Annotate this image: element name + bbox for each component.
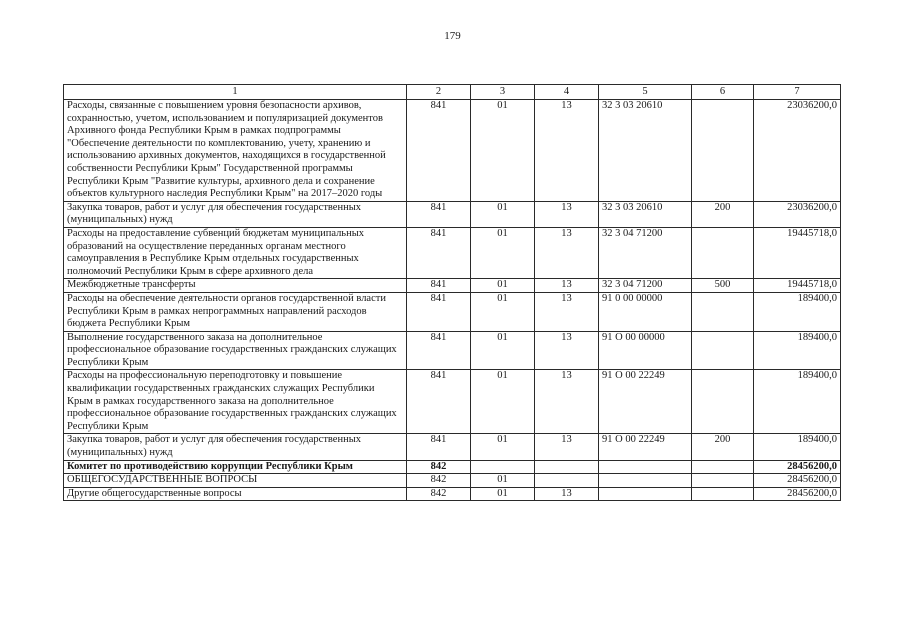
table-row (64, 434, 841, 460)
amount: 28456200,0 (754, 460, 841, 474)
section-code: 01 (471, 331, 535, 370)
target-article-code: 91 О 00 22249 (599, 434, 692, 460)
section-code: 01 (471, 227, 535, 278)
column-header: 7 (754, 85, 841, 100)
target-article-code (599, 460, 692, 474)
target-article-code: 91 О 00 22249 (599, 370, 692, 434)
row-description: Расходы на обеспечение деятельности органов государственной власти Республики Крым в рамках непрограммных направлений расходов бюджета Республики Крым (64, 292, 407, 331)
amount: 189400,0 (754, 434, 841, 460)
amount: 189400,0 (754, 331, 841, 370)
section-code: 01 (471, 279, 535, 293)
expense-type-code: 200 (692, 201, 754, 227)
target-article-code: 32 3 03 20610 (599, 201, 692, 227)
expense-type-code (692, 331, 754, 370)
expense-type-code: 500 (692, 279, 754, 293)
table-row (64, 201, 841, 227)
table-row (64, 474, 841, 488)
column-header: 4 (535, 85, 599, 100)
header-row (64, 85, 841, 100)
amount: 28456200,0 (754, 474, 841, 488)
subsection-code: 13 (535, 100, 599, 202)
subsection-code: 13 (535, 331, 599, 370)
page-number: 179 (444, 30, 461, 42)
amount: 189400,0 (754, 292, 841, 331)
table-row (64, 460, 841, 474)
target-article-code: 91 О 00 00000 (599, 331, 692, 370)
column-header: 5 (599, 85, 692, 100)
table-row (64, 279, 841, 293)
admin-code: 842 (407, 487, 471, 501)
expense-type-code (692, 100, 754, 202)
subsection-code: 13 (535, 227, 599, 278)
section-code: 01 (471, 487, 535, 501)
row-description: Расходы, связанные с повышением уровня безопасности архивов, сохранностью, учетом, использованием и популяризацией документов Архивного фонда Республики Крым в рамках подпрограммы "Обеспечение деятельности по комплектованию, учету, хранению и использованию архивных документов, находящихся в государственной собственности Республики Крым" Государственной программы Республики Крым "Развитие культуры, архивного дела и сохранение объектов культурного наследия Республики Крым" на 2017–2020 годы (64, 100, 407, 202)
column-header: 6 (692, 85, 754, 100)
row-description: Расходы на предоставление субвенций бюджетам муниципальных образований на осуществление переданных органам местного самоуправления в Республике Крым отдельных государственных полномочий Республики Крым в сфере архивного дела (64, 227, 407, 278)
table-row (64, 370, 841, 434)
target-article-code: 32 3 04 71200 (599, 279, 692, 293)
admin-code: 841 (407, 434, 471, 460)
expense-type-code (692, 370, 754, 434)
expense-type-code (692, 227, 754, 278)
subsection-code (535, 460, 599, 474)
row-description: Закупка товаров, работ и услуг для обеспечения государственных (муниципальных) нужд (64, 201, 407, 227)
row-description: Закупка товаров, работ и услуг для обеспечения государственных (муниципальных) нужд (64, 434, 407, 460)
table-body (64, 100, 841, 501)
amount: 23036200,0 (754, 201, 841, 227)
row-description: ОБЩЕГОСУДАРСТВЕННЫЕ ВОПРОСЫ (64, 474, 407, 488)
subsection-code: 13 (535, 434, 599, 460)
row-description: Расходы на профессиональную переподготовку и повышение квалификации государственных гражданских служащих Республики Крым в рамках государственного заказа на дополнительное профессиональное образование государственных гражданских служащих Республики Крым (64, 370, 407, 434)
expense-type-code (692, 292, 754, 331)
subsection-code: 13 (535, 279, 599, 293)
table-row (64, 292, 841, 331)
target-article-code (599, 474, 692, 488)
admin-code: 842 (407, 460, 471, 474)
section-code: 01 (471, 370, 535, 434)
column-header: 1 (64, 85, 407, 100)
admin-code: 841 (407, 292, 471, 331)
row-description: Выполнение государственного заказа на дополнительное профессиональное образование государственных гражданских служащих Республики Крым (64, 331, 407, 370)
amount: 189400,0 (754, 370, 841, 434)
row-description: Межбюджетные трансферты (64, 279, 407, 293)
section-code (471, 460, 535, 474)
subsection-code: 13 (535, 370, 599, 434)
section-code: 01 (471, 474, 535, 488)
expense-type-code (692, 460, 754, 474)
admin-code: 841 (407, 201, 471, 227)
admin-code: 842 (407, 474, 471, 488)
admin-code: 841 (407, 279, 471, 293)
section-code: 01 (471, 434, 535, 460)
row-description: Другие общегосударственные вопросы (64, 487, 407, 501)
amount: 23036200,0 (754, 100, 841, 202)
column-header: 2 (407, 85, 471, 100)
row-description: Комитет по противодействию коррупции Республики Крым (64, 460, 407, 474)
subsection-code: 13 (535, 292, 599, 331)
table-row (64, 487, 841, 501)
target-article-code: 32 3 03 20610 (599, 100, 692, 202)
section-code: 01 (471, 100, 535, 202)
admin-code: 841 (407, 331, 471, 370)
expense-type-code (692, 474, 754, 488)
subsection-code: 13 (535, 487, 599, 501)
expense-type-code: 200 (692, 434, 754, 460)
budget-table (63, 84, 841, 501)
column-header: 3 (471, 85, 535, 100)
amount: 19445718,0 (754, 227, 841, 278)
subsection-code: 13 (535, 201, 599, 227)
table-row (64, 331, 841, 370)
admin-code: 841 (407, 370, 471, 434)
table-row (64, 100, 841, 202)
target-article-code: 91 0 00 00000 (599, 292, 692, 331)
admin-code: 841 (407, 100, 471, 202)
admin-code: 841 (407, 227, 471, 278)
amount: 19445718,0 (754, 279, 841, 293)
target-article-code: 32 3 04 71200 (599, 227, 692, 278)
expense-type-code (692, 487, 754, 501)
subsection-code (535, 474, 599, 488)
amount: 28456200,0 (754, 487, 841, 501)
target-article-code (599, 487, 692, 501)
table-row (64, 227, 841, 278)
section-code: 01 (471, 292, 535, 331)
section-code: 01 (471, 201, 535, 227)
